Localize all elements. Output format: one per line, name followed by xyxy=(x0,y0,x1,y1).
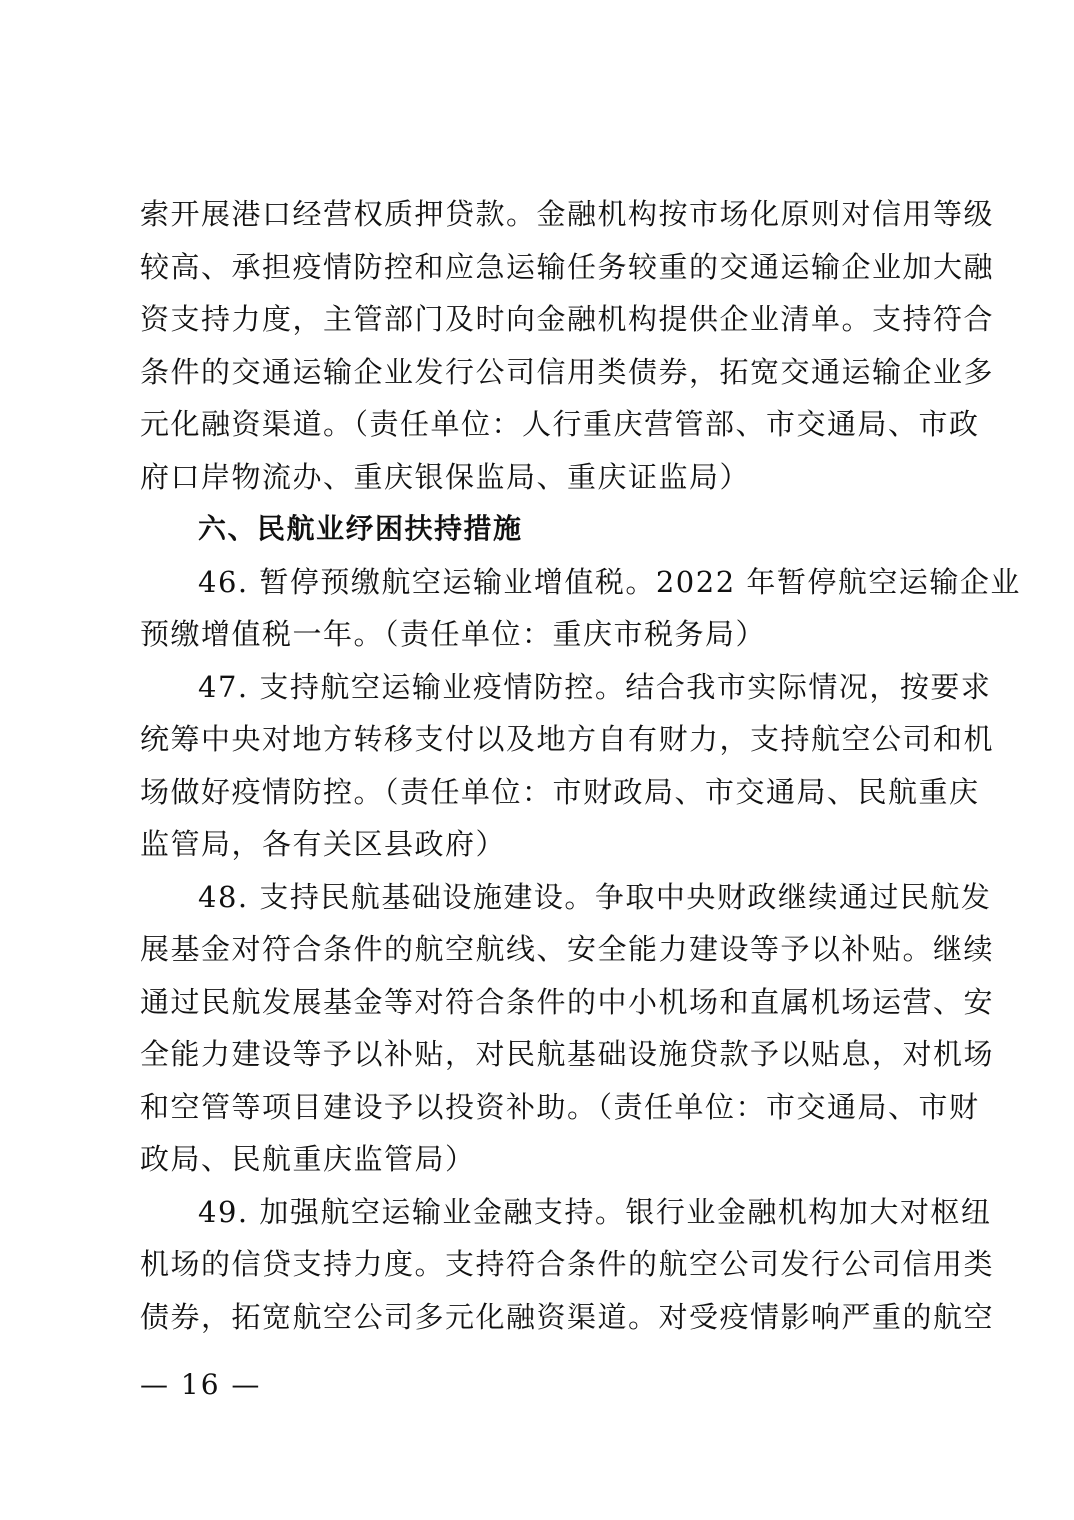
text-line: 展基金对符合条件的航空航线、安全能力建设等予以补贴。继续 xyxy=(140,932,995,966)
page-number: — 16 — xyxy=(140,1368,262,1401)
text-line: 49. 加强航空运输业金融支持。银行业金融机构加大对枢纽 xyxy=(198,1194,992,1229)
text-line: 资支持力度，主管部门及时向金融机构提供企业清单。支持符合 xyxy=(140,302,995,336)
text-line: 47. 支持航空运输业疫情防控。结合我市实际情况，按要求 xyxy=(198,669,992,704)
text-line: 监管局，各有关区县政府） xyxy=(140,827,507,861)
paragraph-continuation xyxy=(140,188,995,503)
text-line: 预缴增值税一年。（责任单位：重庆市税务局） xyxy=(140,617,767,651)
text-line: 48. 支持民航基础设施建设。争取中央财政继续通过民航发 xyxy=(198,879,992,914)
text-line: 全能力建设等予以补贴，对民航基础设施贷款予以贴息，对机场 xyxy=(140,1037,995,1071)
text-line: 元化融资渠道。（责任单位：人行重庆营管部、市交通局、市政 xyxy=(140,407,980,441)
text-line: 较高、承担疫情防控和应急运输任务较重的交通运输企业加大融 xyxy=(140,249,995,284)
text-line: 债券，拓宽航空公司多元化融资渠道。对受疫情影响严重的航空 xyxy=(140,1299,995,1334)
heading-text: 六、民航业纾困扶持措施 xyxy=(198,512,523,545)
document-body xyxy=(140,188,1021,1343)
text-line: 机场的信贷支持力度。支持符合条件的航空公司发行公司信用类 xyxy=(140,1247,995,1281)
paragraph-48 xyxy=(140,871,995,1186)
text-line: 通过民航发展基金等对符合条件的中小机场和直属机场运营、安 xyxy=(140,984,995,1019)
text-line: 和空管等项目建设予以投资补助。（责任单位：市交通局、市财 xyxy=(140,1089,980,1124)
text-line: 场做好疫情防控。（责任单位：市财政局、市交通局、民航重庆 xyxy=(140,774,980,809)
paragraph-47 xyxy=(140,661,995,871)
text-line: 条件的交通运输企业发行公司信用类债券，拓宽交通运输企业多 xyxy=(140,354,995,389)
text-line: 索开展港口经营权质押贷款。金融机构按市场化原则对信用等级 xyxy=(140,197,995,231)
paragraph-46 xyxy=(140,556,1021,661)
text-line: 政局、民航重庆监管局） xyxy=(140,1142,476,1176)
section-heading xyxy=(140,503,940,556)
text-line: 府口岸物流办、重庆银保监局、重庆证监局） xyxy=(140,459,751,494)
text-line: 统筹中央对地方转移支付以及地方自有财力，支持航空公司和机 xyxy=(140,722,995,756)
paragraph-49 xyxy=(140,1186,995,1344)
text-line: 46. 暂停预缴航空运输业增值税。2022 年暂停航空运输企业 xyxy=(198,564,1021,599)
